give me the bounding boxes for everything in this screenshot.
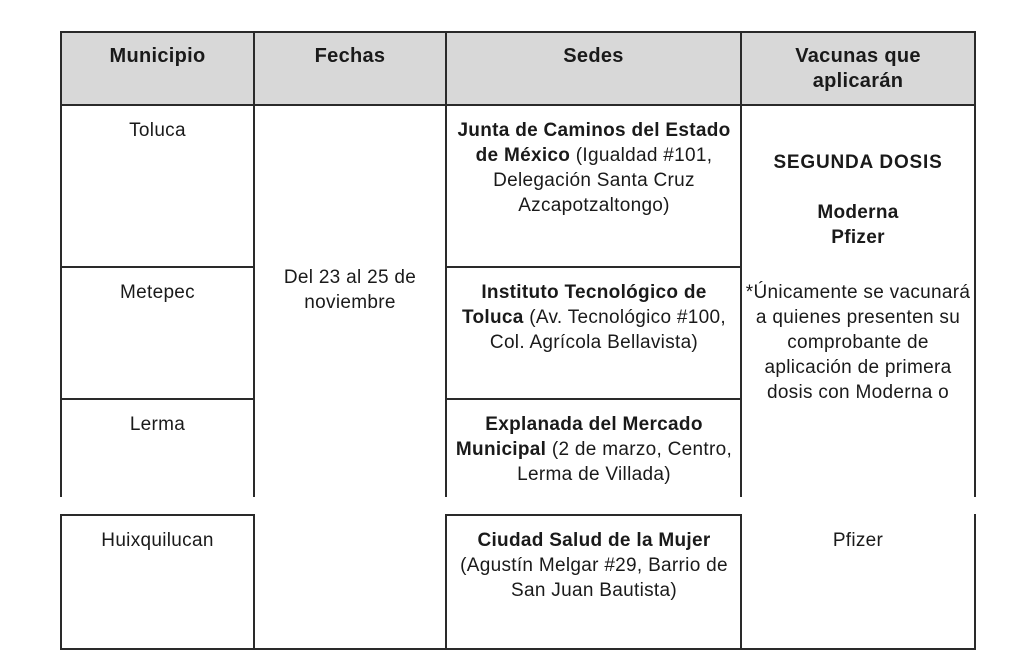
sede-metepec-detail: (Av. Tecnológico #100, Col. Agrícola Bellavista) — [489, 307, 726, 353]
sede-toluca-detail: (Igualdad #101, Delegación Santa Cruz Azcapotzaltongo) — [493, 145, 713, 216]
fechas-value: Del 23 al 25 de noviembre — [283, 267, 417, 313]
row-divider-huixquilucan-sede-top — [445, 514, 741, 516]
sede-huixquilucan-detail: (Agustín Melgar #29, Barrio de San Juan Bautista) — [460, 555, 728, 601]
municipio-toluca: Toluca — [129, 120, 186, 141]
column-divider-2 — [445, 31, 447, 650]
sede-huixquilucan-name: Ciudad Salud de la Mujer — [477, 530, 711, 551]
row-divider-metepec-sede — [445, 398, 741, 400]
row-divider-huixquilucan-top — [60, 514, 254, 516]
table-top-border — [60, 31, 976, 33]
sede-lerma-name: Explanada del Mercado Municipal — [455, 414, 703, 460]
sede-toluca — [452, 118, 736, 218]
vacunas-spacer-2 — [744, 250, 972, 280]
vacunas-continued: Pfizer — [832, 530, 884, 551]
vacunas-note: *Únicamente se vacunará a quienes presenten su comprobante de aplicación de primera dosis con Moderna o — [745, 282, 971, 403]
row-divider-toluca — [60, 266, 254, 268]
table-bottom-border — [60, 648, 976, 650]
municipio-lerma: Lerma — [129, 414, 186, 435]
row-divider-metepec — [60, 398, 254, 400]
column-divider-3 — [740, 31, 742, 650]
vacunas-dosis: SEGUNDA DOSIS — [773, 152, 943, 173]
header-sedes: Sedes — [563, 45, 624, 67]
row-divider-toluca-sede — [445, 266, 741, 268]
vacunas-pfizer: Pfizer — [831, 227, 885, 248]
page-break-gap — [40, 497, 1000, 514]
sede-toluca-name: Junta de Caminos del Estado de México — [457, 120, 731, 166]
sede-metepec-name: Instituto Tecnológico de Toluca — [462, 282, 707, 328]
header-municipio: Municipio — [109, 45, 206, 67]
header-bottom-border — [60, 104, 976, 106]
municipio-metepec: Metepec — [120, 282, 195, 303]
header-vacunas: Vacunas que aplicarán — [795, 45, 921, 92]
vacunas-spacer-1 — [744, 175, 972, 200]
table-right-border — [974, 31, 976, 650]
sede-metepec — [452, 280, 736, 355]
vacunas-cell — [744, 150, 972, 405]
column-divider-1 — [253, 31, 255, 650]
sede-lerma-detail: (2 de marzo, Centro, Lerma de Villada) — [517, 439, 733, 485]
sede-lerma — [452, 412, 736, 487]
vacunas-moderna: Moderna — [817, 202, 899, 223]
sede-huixquilucan — [452, 528, 736, 603]
municipio-huixquilucan: Huixquilucan — [101, 530, 214, 551]
header-fechas: Fechas — [314, 45, 386, 67]
